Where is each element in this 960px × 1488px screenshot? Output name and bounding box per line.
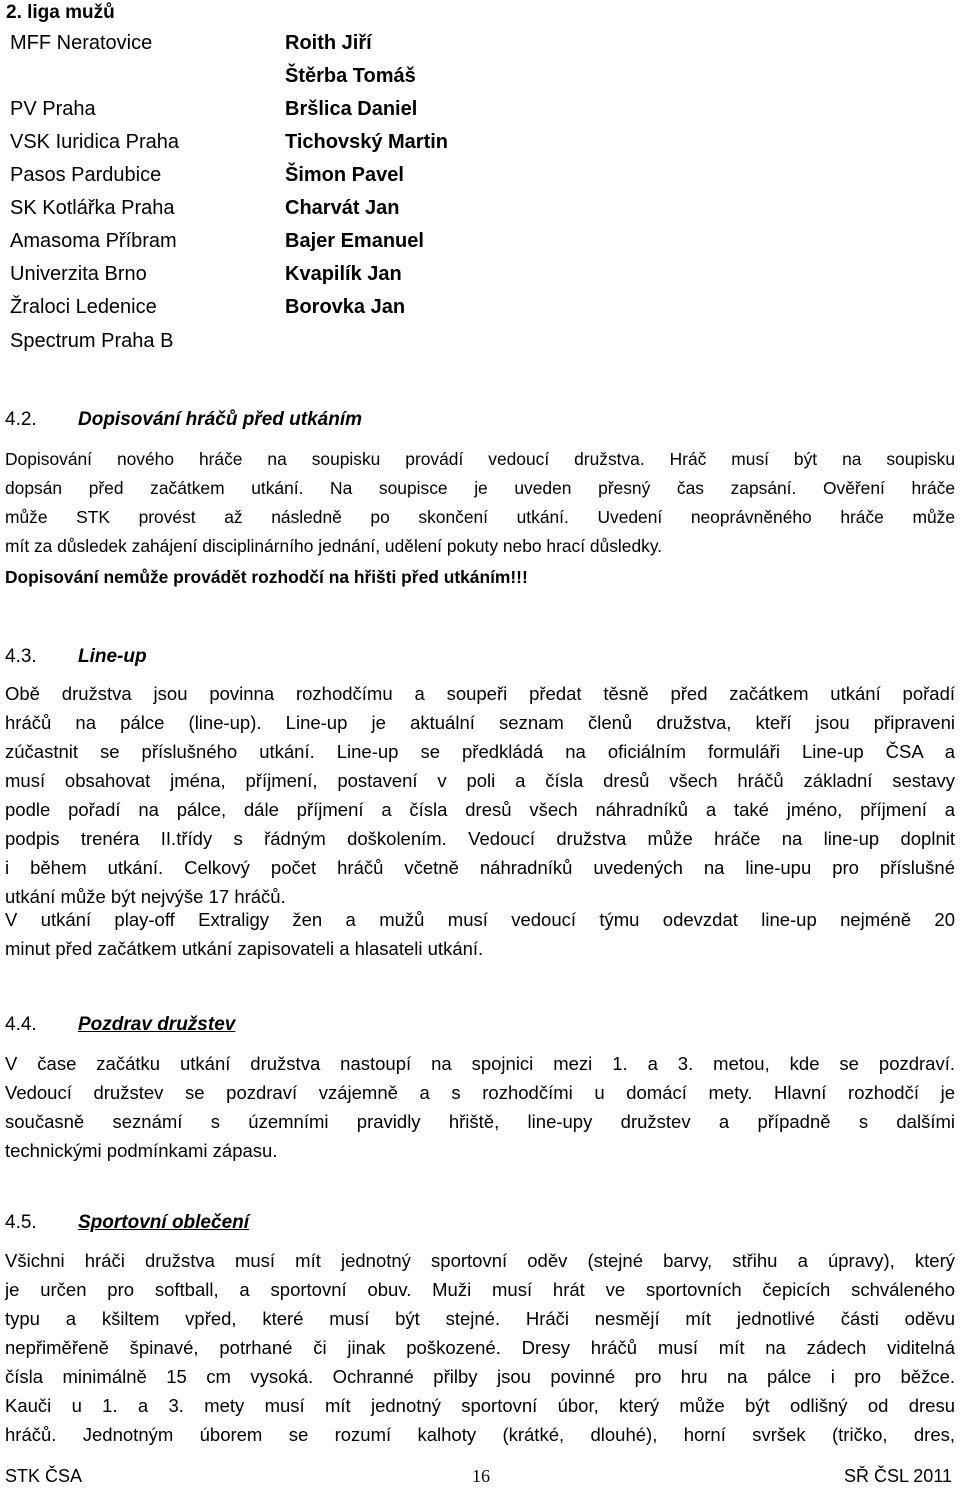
footer-right: SŘ ČSL 2011 [843, 1466, 952, 1486]
paragraph-line: V utkání play-off Extraligy žen a mužů musí vedoucí týmu odevzdat line-up nejméně 20 [5, 909, 955, 930]
paragraph-line: hráčů. Jednotným úborem se rozumí kalhoty (krátké, dlouhé), horní svršek (tričko, dres, [5, 1424, 955, 1445]
player-name: Bršlica Daniel [285, 98, 418, 120]
paragraph-line: musí obsahovat jména, příjmení, postavení v poli a čísla dresů všech hráčů základní sestavy [5, 770, 955, 791]
section-heading: Line-up [78, 646, 147, 667]
team-name: MFF Neratovice [10, 32, 153, 54]
player-name: Roith Jiří [285, 32, 372, 54]
paragraph-line: čísla minimálně 15 cm vysoká. Ochranné přilby jsou povinné pro hru na pálce i pro běžce. [5, 1366, 955, 1387]
paragraph-line: dopsán před začátkem utkání. Na soupisce je uveden přesný čas zapsání. Ověření hráče [5, 478, 955, 498]
paragraph [5, 679, 955, 911]
paragraph [5, 1246, 955, 1449]
paragraph-line: současně seznámí s územními pravidly hřiště, line-upy družstev a případně s dalšími [5, 1111, 955, 1132]
section-title: 2. liga mužů [6, 2, 115, 23]
paragraph-line: typu a kšiltem vpřed, které musí být stejné. Hráči nesmějí mít jednotlivé části oděvu [5, 1308, 955, 1329]
footer-left: STK ČSA [5, 1466, 83, 1486]
player-name: Charvát Jan [285, 197, 400, 219]
player-name: Šimon Pavel [285, 164, 404, 186]
paragraph-line: zúčastnit se příslušného utkání. Line-up se předkládá na oficiálním formuláři Line-up ČSA a [5, 741, 955, 762]
paragraph-line: nepřiměřeně špinavé, potrhané či jinak poškozené. Dresy hráčů musí mít na zádech viditelná [5, 1337, 955, 1358]
paragraph-line: mít za důsledek zahájení disciplinárního jednání, udělení pokuty nebo hrací důsledky. [5, 536, 663, 556]
player-name: Tichovský Martin [285, 131, 449, 153]
player-name: Štěrba Tomáš [285, 65, 416, 87]
team-name: Žraloci Ledenice [10, 296, 157, 318]
paragraph-line: Kauči u 1. a 3. mety musí mít jednotný sportovní úbor, který může být odlišný od dresu [5, 1395, 955, 1416]
paragraph-line: podle pořadí na pálce, dále příjmení a čísla dresů všech náhradníků a také jméno, příjmení a [5, 799, 955, 820]
paragraph-line: podpis trenéra II.třídy s řádným doškolením. Vedoucí družstva může hráče na line-up doplnit [5, 828, 955, 849]
paragraph-line: minut před začátkem utkání zapisovateli a hlasateli utkání. [5, 938, 484, 959]
paragraph-line: hráčů na pálce (line-up). Line-up je aktuální seznam členů družstva, kteří jsou připraveni [5, 712, 955, 733]
paragraph-line: Vedoucí družstev se pozdraví vzájemně a s rozhodčími u domácí mety. Hlavní rozhodčí je [5, 1082, 955, 1103]
page-number: 16 [472, 1466, 490, 1486]
section-number: 4.4. [5, 1014, 37, 1035]
section-number: 4.5. [5, 1212, 37, 1233]
paragraph [5, 905, 955, 963]
section-heading: Sportovní oblečení [78, 1212, 250, 1233]
paragraph-line: technickými podmínkami zápasu. [5, 1140, 278, 1161]
team-name: PV Praha [10, 98, 96, 120]
section-number: 4.3. [5, 646, 37, 667]
team-name: Univerzita Brno [10, 263, 147, 285]
paragraph-line: Dopisování nového hráče na soupisku provádí vedoucí družstva. Hráč musí být na soupisku [5, 449, 955, 469]
player-name: Bajer Emanuel [285, 230, 424, 252]
paragraph-line: Obě družstva jsou povinna rozhodčímu a soupeři předat těsně před začátkem utkání pořadí [5, 683, 955, 704]
team-name: SK Kotlářka Praha [10, 197, 175, 219]
paragraph-line: může STK provést až následně po skončení utkání. Uvedení neoprávněného hráče může [5, 507, 955, 527]
paragraph [5, 1049, 955, 1165]
paragraph-line: i během utkání. Celkový počet hráčů včetně náhradníků uvedených na line-upu pro příslušné [5, 857, 955, 878]
player-name: Borovka Jan [285, 296, 406, 318]
warning-line: Dopisování nemůže provádět rozhodčí na hřišti před utkáním!!! [5, 567, 528, 587]
paragraph [5, 445, 955, 592]
team-name: Amasoma Příbram [10, 230, 177, 252]
paragraph-line: je určen pro softball, a sportovní obuv. Muži musí hrát ve sportovních čepicích schváleného [5, 1279, 955, 1300]
section-number: 4.2. [5, 409, 37, 430]
paragraph-line: Všichni hráči družstva musí mít jednotný sportovní oděv (stejné barvy, střihu a úpravy), který [5, 1250, 955, 1271]
team-name: Pasos Pardubice [10, 164, 162, 186]
section-heading: Dopisování hráčů před utkáním [78, 409, 362, 430]
paragraph-line: utkání může být nejvýše 17 hráčů. [5, 886, 286, 907]
section-heading: Pozdrav družstev [78, 1014, 236, 1035]
team-name: VSK Iuridica Praha [10, 131, 179, 153]
team-name: Spectrum Praha B [10, 330, 174, 352]
paragraph-line: V čase začátku utkání družstva nastoupí na spojnici mezi 1. a 3. metou, kde se pozdraví. [5, 1053, 955, 1074]
player-name: Kvapilík Jan [285, 263, 402, 285]
